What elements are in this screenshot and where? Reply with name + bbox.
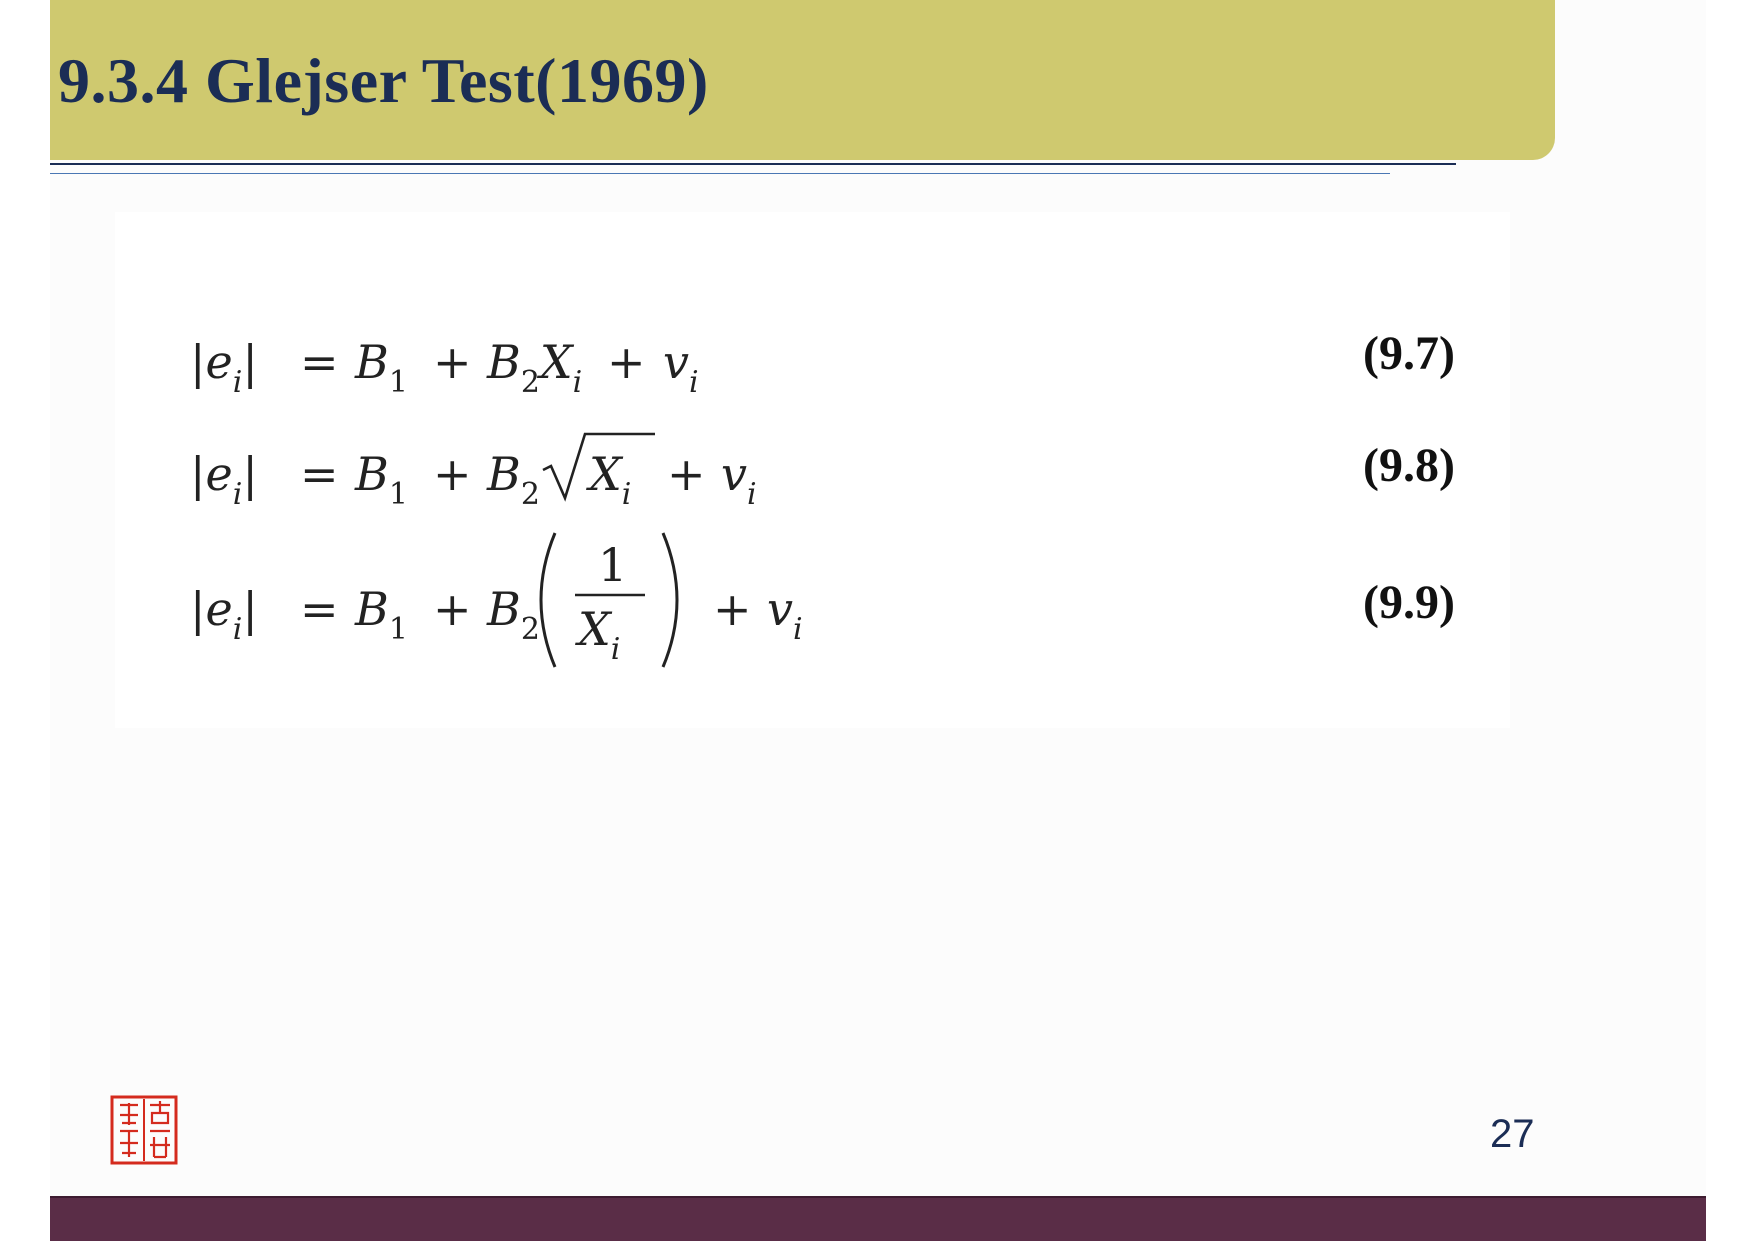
svg-text:Xi xyxy=(586,447,631,512)
lhs-abs-open: |e xyxy=(190,447,233,501)
v-symbol: v xyxy=(663,335,689,389)
x-symbol: X xyxy=(589,447,622,501)
b2-sub: 2 xyxy=(520,365,540,400)
equation-row xyxy=(115,412,1510,532)
svg-text:|ei| xyxy=(190,447,258,512)
b1-symbol: B xyxy=(355,447,389,501)
lhs-sub: i xyxy=(232,612,243,647)
b2-symbol: B xyxy=(487,335,521,389)
b1-sub: 1 xyxy=(388,612,408,647)
b1-sub: 1 xyxy=(388,365,408,400)
lhs-abs-close: | xyxy=(242,447,258,501)
fraction-numerator: 1 xyxy=(598,538,628,592)
equation-row xyxy=(115,300,1510,420)
x-sub: i xyxy=(610,632,621,667)
b2-symbol: B xyxy=(487,447,521,501)
plus-sign: + xyxy=(667,447,706,501)
right-paren-icon xyxy=(663,533,677,667)
plus-sign: + xyxy=(607,335,646,389)
equation-panel xyxy=(115,212,1510,728)
lhs-abs-open: |e xyxy=(190,582,233,636)
slide-title: 9.3.4 Glejser Test(1969) xyxy=(58,45,709,116)
page-number: 27 xyxy=(1490,1112,1535,1156)
svg-text:vi xyxy=(663,335,699,400)
svg-text:|ei| xyxy=(190,335,258,400)
equation-number: (9.9) xyxy=(1363,576,1455,629)
v-sub: i xyxy=(747,477,757,512)
equation-number: (9.8) xyxy=(1363,439,1455,492)
svg-text:B2 xyxy=(486,447,540,512)
lhs-abs-close: | xyxy=(242,582,258,636)
b1-symbol: B xyxy=(355,335,389,389)
equals-sign: = xyxy=(300,335,339,389)
b1-sub: 1 xyxy=(388,477,408,512)
lhs-sub: i xyxy=(232,477,243,512)
plus-sign: + xyxy=(433,335,472,389)
equation-row xyxy=(115,525,1510,675)
title-rule-blue xyxy=(50,173,1390,174)
b2-sub: 2 xyxy=(520,612,540,647)
lhs-abs-close: | xyxy=(242,335,258,389)
b2-symbol: B xyxy=(487,582,521,636)
equation-number: (9.7) xyxy=(1363,327,1455,380)
v-sub: i xyxy=(689,365,699,400)
svg-text:B1 xyxy=(354,335,408,400)
b2-sub: 2 xyxy=(520,477,540,512)
svg-text:vi xyxy=(767,582,803,647)
equation-9-9 xyxy=(115,525,1015,675)
lhs-sub: i xyxy=(232,365,243,400)
left-paren-icon xyxy=(541,533,555,667)
svg-text:Xi xyxy=(575,602,620,667)
equals-sign: = xyxy=(300,447,339,501)
lhs-abs-open: |e xyxy=(190,335,233,389)
red-seal-icon xyxy=(110,1095,178,1165)
v-sub: i xyxy=(793,612,803,647)
svg-text:B1 xyxy=(354,447,408,512)
x-symbol: X xyxy=(539,335,573,389)
v-symbol: v xyxy=(767,582,793,636)
plus-sign: + xyxy=(713,582,752,636)
v-symbol: v xyxy=(721,447,747,501)
equation-9-8 xyxy=(115,412,1015,532)
plus-sign: + xyxy=(433,447,472,501)
x-sub: i xyxy=(572,365,583,400)
x-sub: i xyxy=(621,477,632,512)
plus-sign: + xyxy=(433,582,472,636)
equation-9-7 xyxy=(115,300,1015,420)
title-rule-dark xyxy=(50,163,1456,165)
b1-symbol: B xyxy=(355,582,389,636)
svg-text:|ei| xyxy=(190,582,258,647)
svg-text:B2 xyxy=(486,582,540,647)
equals-sign: = xyxy=(300,582,339,636)
svg-text:B1 xyxy=(354,582,408,647)
svg-text:vi xyxy=(721,447,757,512)
x-symbol: X xyxy=(578,602,611,656)
footer-bar xyxy=(50,1198,1706,1241)
svg-text:B2Xi xyxy=(486,335,582,400)
